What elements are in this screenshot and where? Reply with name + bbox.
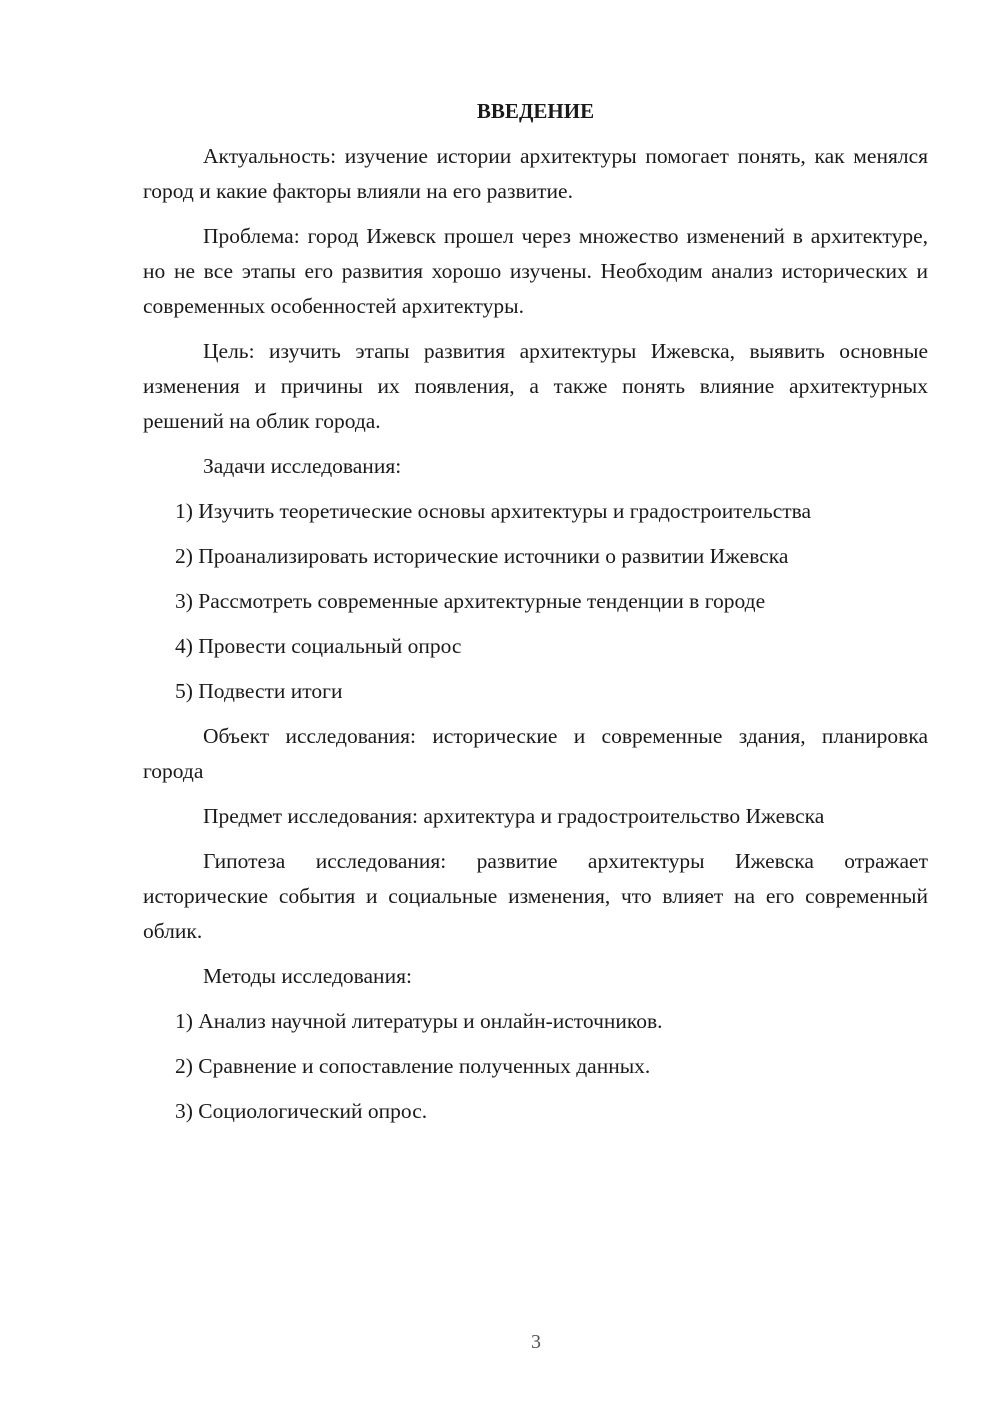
subject-paragraph: Предмет исследования: архитектура и градостроительство Ижевска (203, 804, 825, 828)
list-item: 1) Изучить теоретические основы архитектуры и градостроительства (175, 499, 812, 523)
goal-paragraph: Цель: изучить этапы развития архитектуры Ижевска, выявить основные изменения и причины их появления, а также понять влияние архитектурных решений на облик города. (143, 339, 928, 433)
methods-list (143, 1004, 928, 1129)
list-item: 2) Проанализировать исторические источники о развитии Ижевска (175, 544, 789, 568)
list-item: 3) Рассмотреть современные архитектурные тенденции в городе (175, 589, 766, 613)
hypothesis-paragraph: Гипотеза исследования: развитие архитектуры Ижевска отражает исторические события и социальные изменения, что влияет на его современный облик. (143, 849, 928, 943)
tasks-title: Задачи исследования: (203, 454, 402, 478)
list-item: 4) Провести социальный опрос (175, 634, 462, 658)
relevance-paragraph: Актуальность: изучение истории архитектуры помогает понять, как менялся город и какие факторы влияли на его развитие. (143, 144, 928, 203)
document-page (143, 97, 928, 1139)
object-paragraph: Объект исследования: исторические и современные здания, планировка города (143, 724, 928, 783)
list-item: 3) Социологический опрос. (175, 1099, 428, 1123)
methods-title: Методы исследования: (203, 964, 412, 988)
tasks-list (143, 494, 928, 709)
page-title: ВВЕДЕНИЕ (476, 99, 595, 123)
page-number: 3 (531, 1331, 541, 1353)
list-item: 2) Сравнение и сопоставление полученных данных. (175, 1054, 651, 1078)
list-item: 1) Анализ научной литературы и онлайн-источников. (175, 1009, 663, 1033)
list-item: 5) Подвести итоги (175, 679, 343, 703)
problem-paragraph: Проблема: город Ижевск прошел через множество изменений в архитектуре, но не все этапы его развития хорошо изучены. Необходим анализ исторических и современных особенностей архитектуры. (143, 224, 928, 318)
